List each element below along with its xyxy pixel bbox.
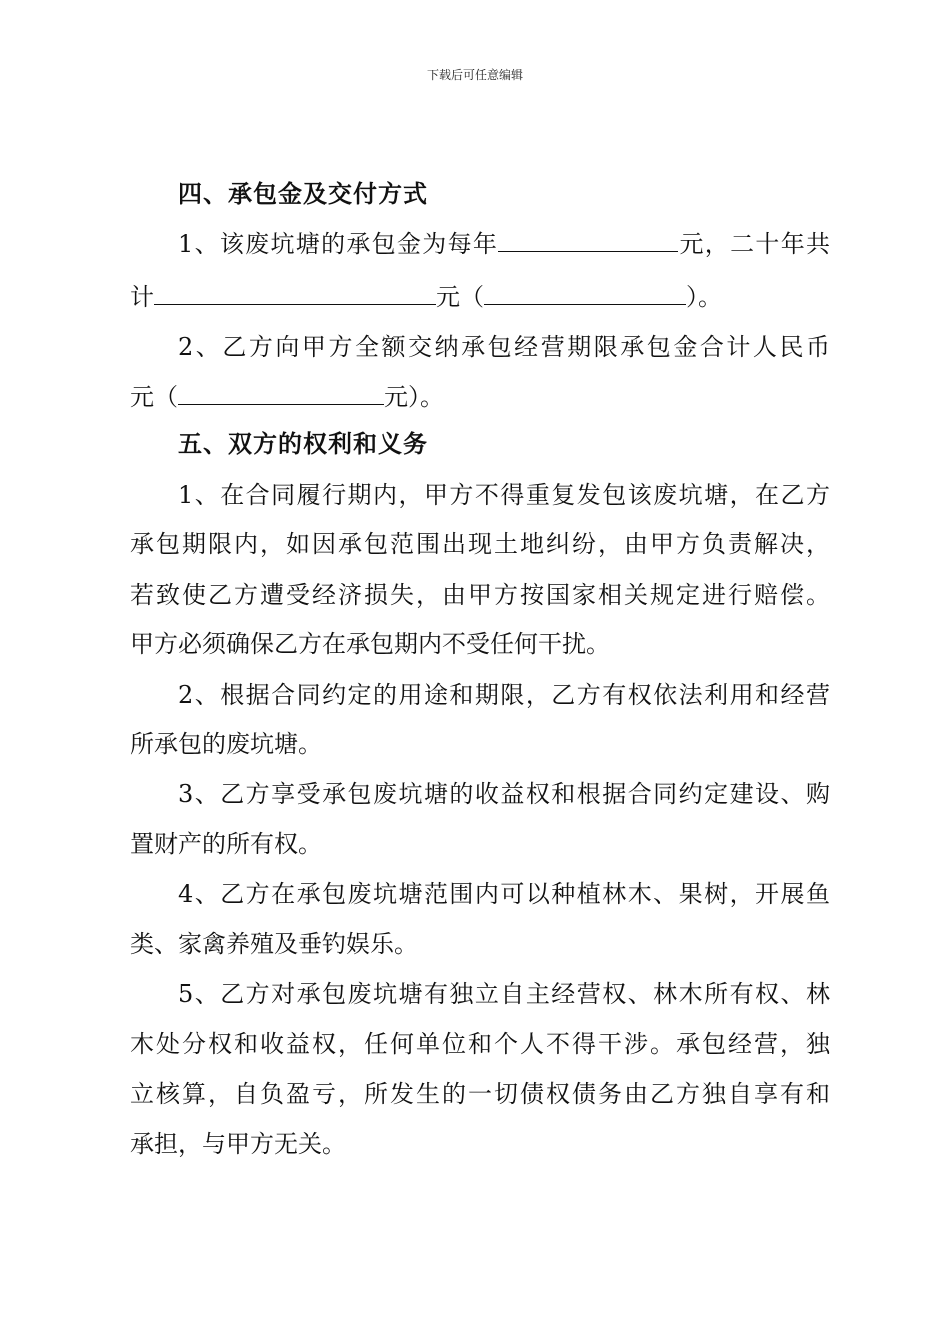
page-header-note: 下载后可任意编辑 [426, 68, 523, 82]
text: 元（ [436, 283, 484, 311]
sec5-i1-line4: 甲方必须确保乙方在承包期内不受任何干扰。 [130, 630, 610, 658]
sec5-i5-line3: 立核算，自负盈亏，所发生的一切债权债务由乙方独自享有和 [130, 1080, 830, 1108]
sec5-i5-line4: 承担，与甲方无关。 [130, 1130, 346, 1158]
text: 元）。 [384, 383, 444, 411]
blank-paid-amount[interactable] [178, 382, 384, 405]
sec4-p1-line1 [178, 229, 830, 258]
sec5-i3-line1: 3、乙方享受承包废坑塘的收益权和根据合同约定建设、购 [178, 780, 830, 808]
sec5-i1-line3: 若致使乙方遭受经济损失，由甲方按国家相关规定进行赔偿。 [130, 581, 830, 609]
sec4-p2-line2 [130, 382, 830, 411]
text: 元（ [130, 383, 178, 411]
section-5-title: 五、双方的权利和义务 [178, 430, 428, 458]
sec5-i2-line1: 2、根据合同约定的用途和期限，乙方有权依法利用和经营 [178, 681, 830, 709]
text: ）。 [686, 283, 722, 311]
sec5-i3-line2: 置财产的所有权。 [130, 830, 322, 858]
sec5-i1-line2: 承包期限内，如因承包范围出现土地纠纷，由甲方负责解决， [130, 530, 830, 558]
blank-annual-fee[interactable] [498, 229, 678, 252]
text: 1、该废坑塘的承包金为每年 [178, 230, 499, 258]
blank-total-fee[interactable] [154, 282, 436, 305]
sec5-i2-line2: 所承包的废坑塘。 [130, 730, 322, 758]
section-4-title: 四、承包金及交付方式 [178, 180, 428, 208]
sec4-p1-line2 [130, 282, 830, 311]
sec5-i1-line1: 1、在合同履行期内，甲方不得重复发包该废坑塘，在乙方 [178, 481, 830, 509]
text: 计 [130, 283, 154, 311]
text: 元，二十年共 [678, 230, 830, 258]
sec4-p2-line1: 2、乙方向甲方全额交纳承包经营期限承包金合计人民币 [178, 333, 830, 361]
sec5-i4-line2: 类、家禽养殖及垂钓娱乐。 [130, 930, 418, 958]
sec5-i4-line1: 4、乙方在承包废坑塘范围内可以种植林木、果树，开展鱼 [178, 880, 830, 908]
sec5-i5-line2: 木处分权和收益权，任何单位和个人不得干涉。承包经营，独 [130, 1030, 830, 1058]
blank-total-fee-words[interactable] [484, 282, 686, 305]
sec5-i5-line1: 5、乙方对承包废坑塘有独立自主经营权、林木所有权、林 [178, 980, 830, 1008]
